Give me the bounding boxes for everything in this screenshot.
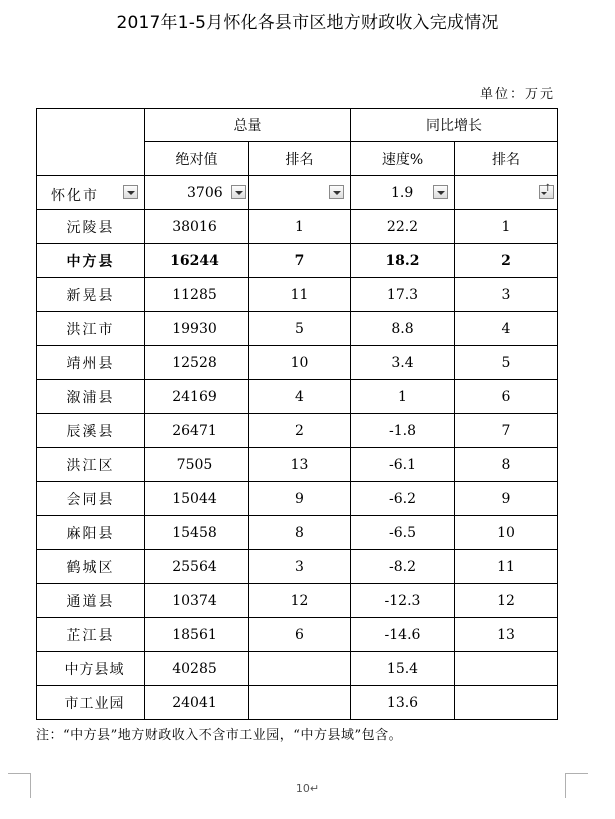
summary-rate: 13.6 — [351, 686, 455, 720]
row-rank2: 12 — [455, 584, 558, 618]
unit-label: 单位：万元 — [479, 87, 555, 102]
filter-cell-abs — [145, 176, 249, 210]
chevron-down-icon[interactable] — [329, 185, 344, 199]
row-abs: 15044 — [145, 482, 249, 516]
row-rate: -6.1 — [351, 448, 455, 482]
row-name: 芷江县 — [37, 618, 145, 652]
table-row — [37, 482, 558, 516]
row-abs: 38016 — [145, 210, 249, 244]
row-rank1: 9 — [249, 482, 351, 516]
filter-row — [37, 176, 558, 210]
row-rank1: 6 — [249, 618, 351, 652]
row-name: 鹤城区 — [37, 550, 145, 584]
row-abs: 10374 — [145, 584, 249, 618]
header-group-total: 总量 — [145, 109, 351, 142]
row-name: 新晃县 — [37, 278, 145, 312]
row-rank1: 13 — [249, 448, 351, 482]
filter-cell-rate — [351, 176, 455, 210]
chevron-down-icon[interactable] — [231, 185, 246, 199]
row-rank2: 9 — [455, 482, 558, 516]
row-abs: 12528 — [145, 346, 249, 380]
summary-row — [37, 686, 558, 720]
row-rank1: 11 — [249, 278, 351, 312]
chevron-down-icon[interactable] — [433, 185, 448, 199]
row-rank1: 3 — [249, 550, 351, 584]
row-abs: 15458 — [145, 516, 249, 550]
header-rank1: 排名 — [249, 142, 351, 176]
header-rank2: 排名 — [455, 142, 558, 176]
header-rate: 速度% — [351, 142, 455, 176]
table-row — [37, 584, 558, 618]
summary-row — [37, 652, 558, 686]
row-rate: 3.4 — [351, 346, 455, 380]
filter-cell-rank1 — [249, 176, 351, 210]
row-name: 中方县 — [37, 244, 145, 278]
table-row — [37, 210, 558, 244]
row-rank2: 7 — [455, 414, 558, 448]
summary-rank2 — [455, 686, 558, 720]
summary-rank1 — [249, 686, 351, 720]
row-rank1: 4 — [249, 380, 351, 414]
row-rate: 8.8 — [351, 312, 455, 346]
filter-cell-rank2 — [455, 176, 558, 210]
row-rate: 17.3 — [351, 278, 455, 312]
row-rank1: 12 — [249, 584, 351, 618]
row-rate: -1.8 — [351, 414, 455, 448]
row-rank2: 5 — [455, 346, 558, 380]
row-name: 洪江市 — [37, 312, 145, 346]
row-rank2: 13 — [455, 618, 558, 652]
row-name: 通道县 — [37, 584, 145, 618]
row-rank1: 2 — [249, 414, 351, 448]
row-rate: 22.2 — [351, 210, 455, 244]
row-name: 辰溪县 — [37, 414, 145, 448]
row-rank2: 2 — [455, 244, 558, 278]
summary-name: 市工业园 — [37, 686, 145, 720]
table-row — [37, 312, 558, 346]
row-rank2: 1 — [455, 210, 558, 244]
row-name: 沅陵县 — [37, 210, 145, 244]
table-row — [37, 516, 558, 550]
summary-rank1 — [249, 652, 351, 686]
table-row — [37, 550, 558, 584]
footnote: 注：“中方县”地方财政收入不含市工业园，“中方县域”包含。 — [36, 728, 403, 743]
summary-name: 中方县域 — [37, 652, 145, 686]
page-title: 2017年1-5月怀化各县市区地方财政收入完成情况 — [116, 13, 499, 33]
filter-rate: 1.9 — [391, 185, 414, 201]
row-abs: 19930 — [145, 312, 249, 346]
row-rank2: 10 — [455, 516, 558, 550]
header-corner — [37, 109, 145, 176]
summary-rank2 — [455, 652, 558, 686]
table-row — [37, 346, 558, 380]
summary-abs: 40285 — [145, 652, 249, 686]
row-name: 靖州县 — [37, 346, 145, 380]
table-row — [37, 380, 558, 414]
chevron-down-icon[interactable] — [123, 185, 138, 199]
row-abs: 16244 — [145, 244, 249, 278]
header-group-growth: 同比增长 — [351, 109, 558, 142]
row-rate: -6.5 — [351, 516, 455, 550]
table-row — [37, 278, 558, 312]
row-name: 麻阳县 — [37, 516, 145, 550]
row-rate: 1 — [351, 380, 455, 414]
summary-abs: 24041 — [145, 686, 249, 720]
row-abs: 18561 — [145, 618, 249, 652]
table-row — [37, 244, 558, 278]
header-abs: 绝对值 — [145, 142, 249, 176]
row-name: 溆浦县 — [37, 380, 145, 414]
table-row — [37, 618, 558, 652]
filter-cell-name — [37, 176, 145, 210]
row-rank1: 8 — [249, 516, 351, 550]
table-row — [37, 448, 558, 482]
row-abs: 24169 — [145, 380, 249, 414]
row-rank1: 5 — [249, 312, 351, 346]
row-rank2: 3 — [455, 278, 558, 312]
finance-table — [36, 108, 558, 720]
page-number: 10↵ — [295, 782, 320, 795]
row-rate: -6.2 — [351, 482, 455, 516]
row-abs: 7505 — [145, 448, 249, 482]
row-rank2: 4 — [455, 312, 558, 346]
row-rank2: 6 — [455, 380, 558, 414]
row-rate: -14.6 — [351, 618, 455, 652]
row-name: 会同县 — [37, 482, 145, 516]
summary-rate: 15.4 — [351, 652, 455, 686]
row-rank1: 10 — [249, 346, 351, 380]
sort-ascending-icon[interactable] — [539, 185, 554, 199]
row-rank1: 7 — [249, 244, 351, 278]
row-abs: 11285 — [145, 278, 249, 312]
row-rate: -12.3 — [351, 584, 455, 618]
row-abs: 25564 — [145, 550, 249, 584]
filter-name: 怀化市 — [51, 188, 99, 204]
row-abs: 26471 — [145, 414, 249, 448]
filter-abs: 3706 — [187, 185, 223, 201]
row-rank1: 1 — [249, 210, 351, 244]
row-rate: -8.2 — [351, 550, 455, 584]
row-rank2: 8 — [455, 448, 558, 482]
row-rank2: 11 — [455, 550, 558, 584]
table-row — [37, 414, 558, 448]
row-name: 洪江区 — [37, 448, 145, 482]
row-rate: 18.2 — [351, 244, 455, 278]
